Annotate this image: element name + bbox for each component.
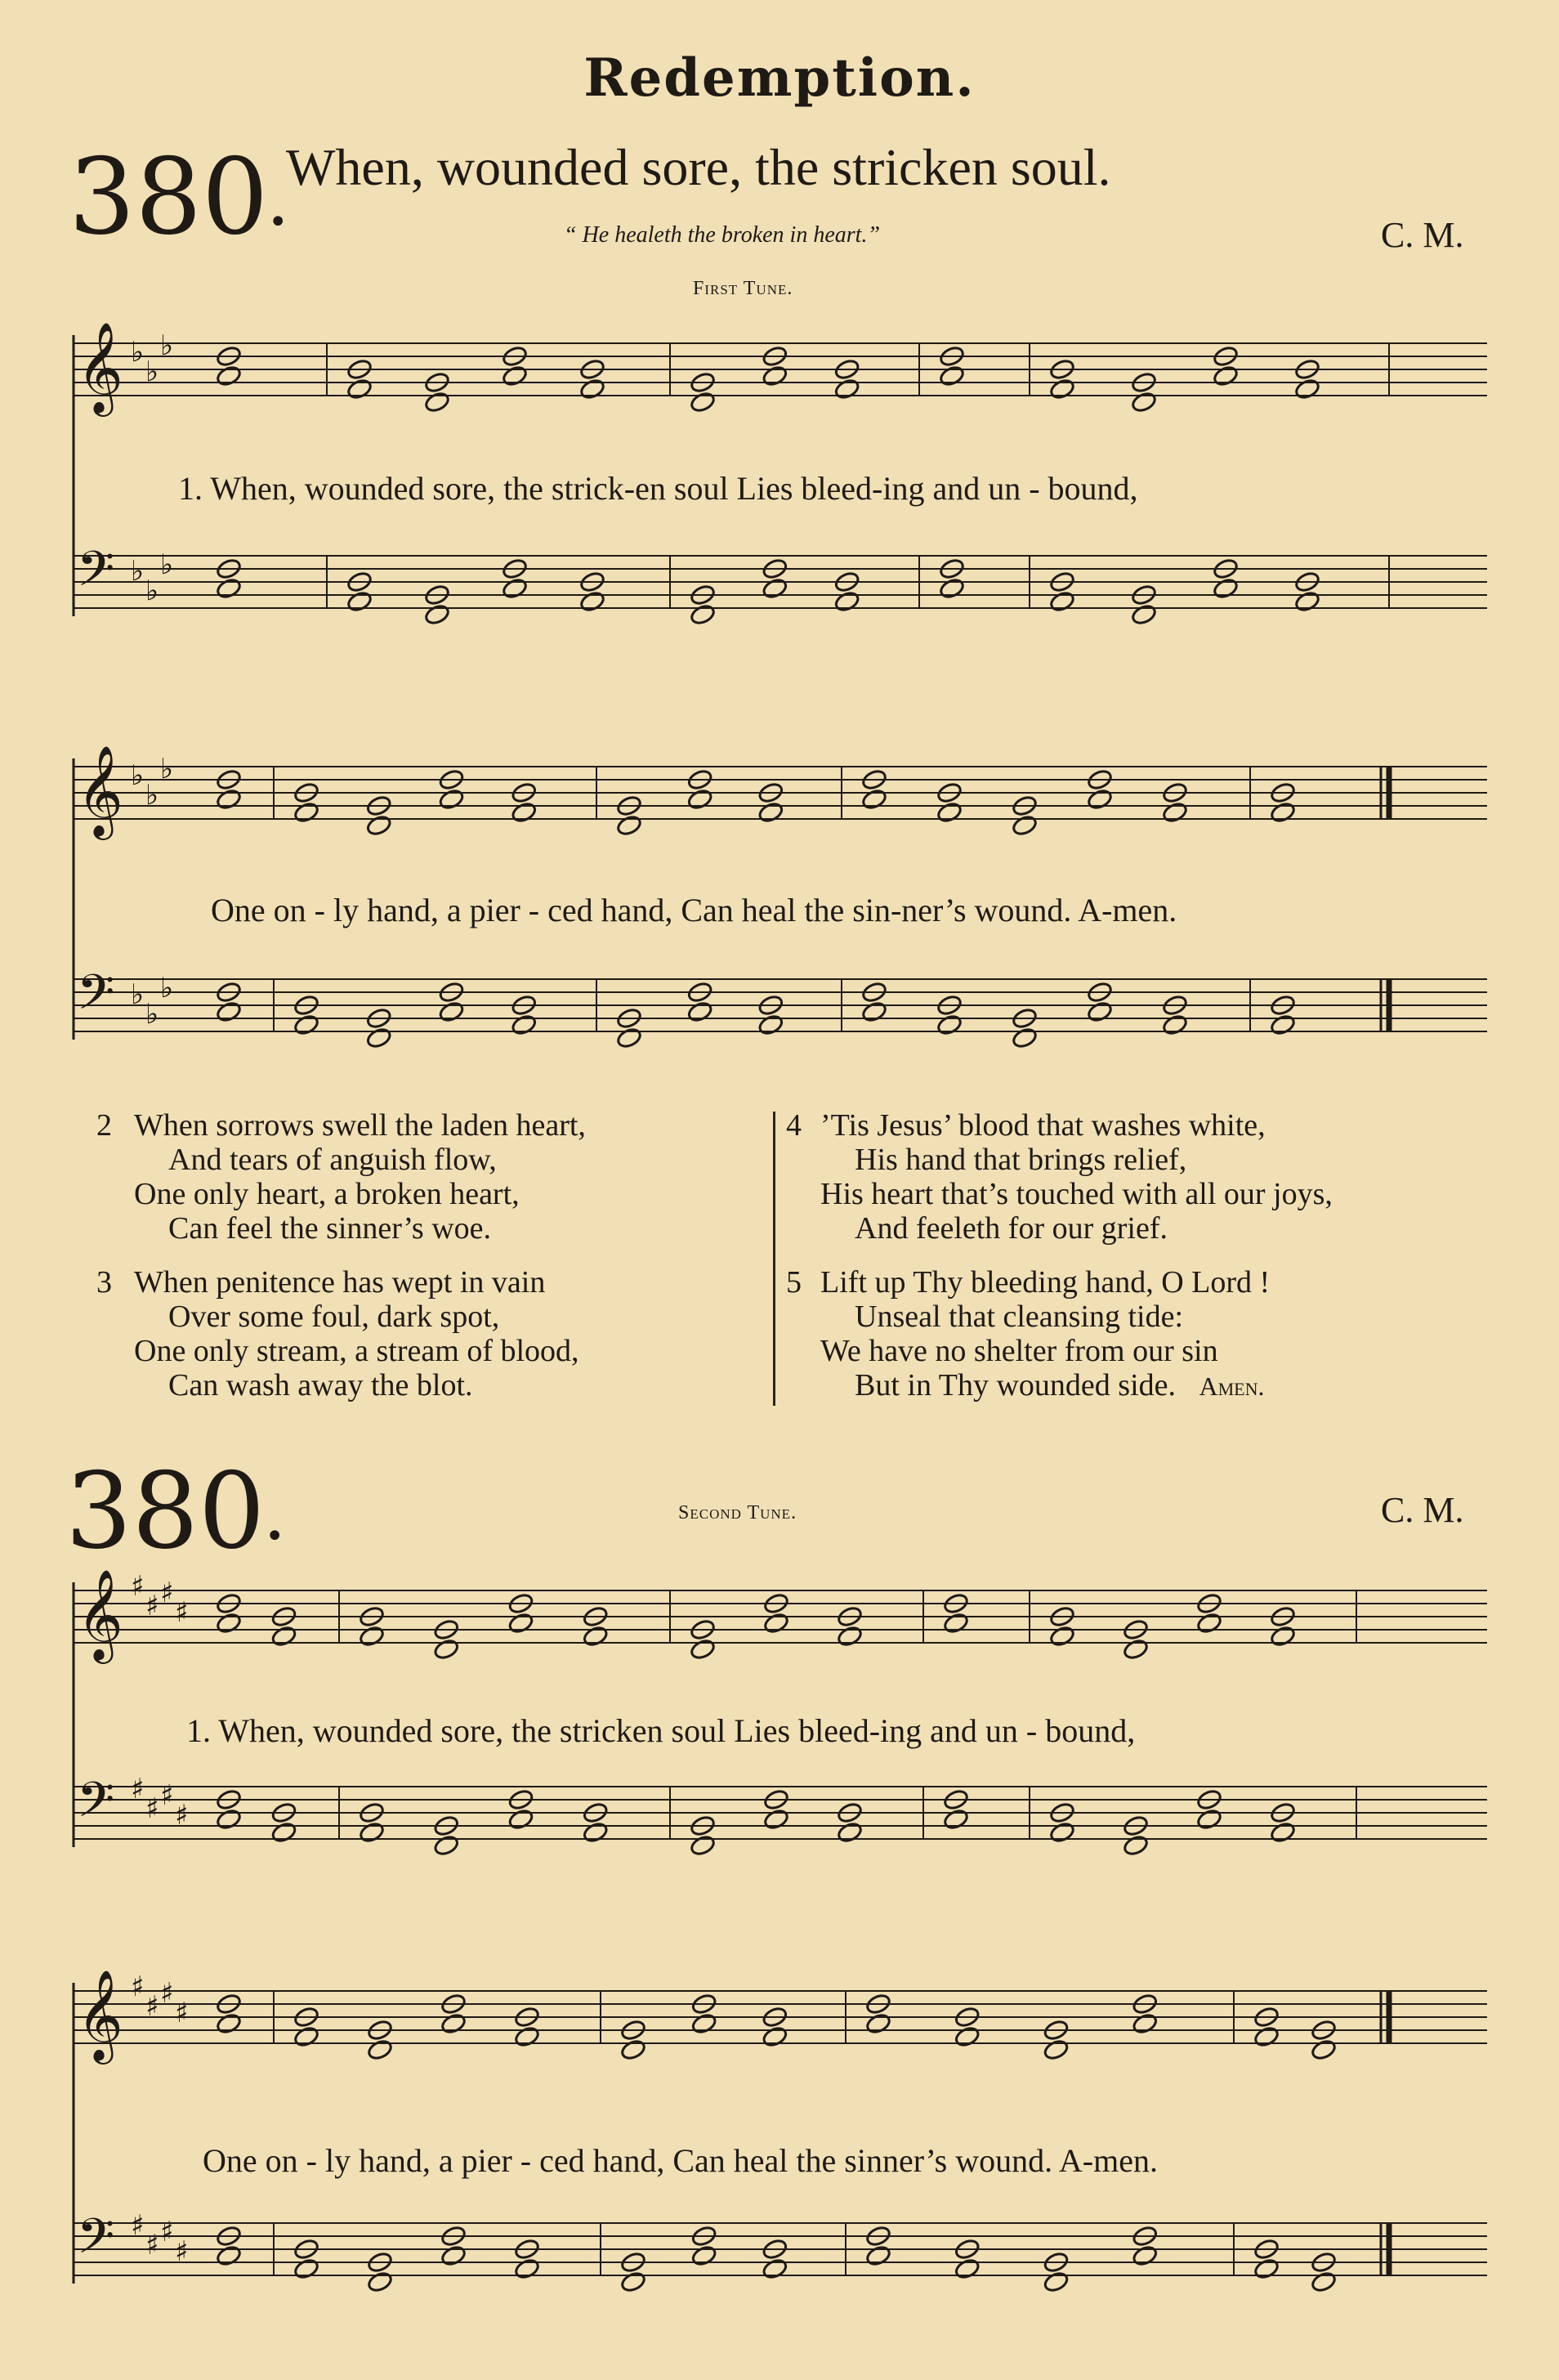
note-head [216,365,243,387]
note-head [954,2257,981,2280]
note-head [1253,2257,1280,2280]
note-head [511,801,538,824]
flat-icon: ♭ [160,972,174,1004]
column-divider [773,1112,775,1406]
note-head [365,814,392,837]
verse-line: And feeleth for our grief. [855,1211,1168,1246]
note-head [507,1612,534,1635]
sharp-icon: ♯ [175,1596,189,1629]
verse-line: Over some foul, dark spot, [168,1300,500,1334]
note-head [757,801,784,824]
note-head [690,603,717,626]
sharp-icon: ♯ [131,1773,145,1805]
note-head [367,2038,394,2061]
note-head [686,1000,713,1023]
note-head [514,2025,541,2048]
note-head [440,2244,467,2267]
note-head [1270,801,1297,824]
second-tune-meter: C. M. [1381,1490,1464,1530]
note-head [616,814,643,837]
note-head [293,2257,320,2280]
meter: C. M. [1381,215,1464,255]
note-head [762,2025,788,2048]
note-head [1043,2038,1070,2061]
note-head [936,801,963,824]
verse-number: 3 [96,1265,112,1300]
note-head [216,1612,243,1635]
note-head [1294,590,1321,613]
note-head [943,1808,970,1831]
flat-icon: ♭ [131,336,145,369]
note-head [1049,1625,1076,1648]
note-head [954,2025,981,2048]
note-head [943,1612,970,1635]
note-head [1213,365,1240,387]
note-head [1049,378,1076,400]
note-head [1270,1625,1297,1648]
treble-clef-icon: 𝄞 [77,1969,123,2060]
note-head [837,1821,864,1844]
note-head [763,1808,790,1831]
note-head [1196,1808,1223,1831]
note-head [514,2257,541,2280]
note-head [582,1625,609,1648]
flat-icon: ♭ [131,978,145,1011]
verse-4 [786,1108,1333,1246]
sharp-icon: ♯ [145,1590,159,1622]
amen-label: Amen. [1199,1371,1265,1401]
note-head [762,2257,788,2280]
verse-number: 2 [96,1108,112,1143]
note-head [757,1013,784,1036]
verse-3 [96,1265,579,1402]
note-head [1213,577,1240,600]
note-head [507,1808,534,1831]
note-head [1123,1834,1150,1857]
second-tune-number: 380• [65,1451,284,1572]
sharp-icon: ♯ [131,1570,145,1603]
note-head [346,378,373,400]
note-head [690,2244,717,2267]
flat-icon: ♭ [131,759,145,792]
flat-icon: ♭ [160,548,174,581]
treble-clef-icon: 𝄞 [77,321,123,413]
note-head [1049,1821,1076,1844]
sharp-icon: ♯ [145,1990,159,2023]
note-head [762,365,788,387]
verse-line: Lift up Thy bleeding hand, O Lord ! [820,1265,1271,1300]
note-head [620,2270,647,2293]
note-head [502,577,529,600]
note-head [1311,2270,1338,2293]
first-tune-lyrics-1: 1. When, wounded sore, the strick-en soul Lies bleed-ing and un - bound, [178,470,1138,507]
note-head [1270,1013,1297,1036]
note-head [1196,1612,1223,1635]
flat-icon: ♭ [160,329,174,362]
note-head [216,2012,243,2035]
first-tune-lyrics-2: One on - ly hand, a pier - ced hand, Can heal the sin-ner’s wound. A-men. [211,892,1177,928]
sharp-icon: ♯ [175,1997,189,2029]
note-head [762,577,788,600]
note-head [865,2244,892,2267]
note-head [1131,603,1158,626]
note-head [365,1027,392,1049]
sharp-icon: ♯ [175,1799,189,1832]
verse-line: Can wash away the blot. [168,1368,473,1402]
verse-number: 5 [786,1265,802,1300]
note-head [1270,1821,1297,1844]
note-head [438,788,465,811]
treble-clef-icon: 𝄞 [77,745,123,836]
note-head [293,801,320,824]
verse-line: ’Tis Jesus’ blood that washes white, [820,1108,1266,1143]
note-head [1123,1638,1150,1661]
note-head [1012,814,1039,837]
note-head [1294,378,1321,400]
sharp-icon: ♯ [145,2229,159,2261]
flat-icon: ♭ [145,779,159,812]
note-head [837,1625,864,1648]
note-head [579,590,606,613]
note-head [502,365,529,387]
note-head [1162,1013,1189,1036]
sharp-icon: ♯ [160,1779,174,1812]
note-head [1253,2025,1280,2048]
bass-clef-icon: 𝄢 [77,964,115,1032]
note-head [438,1000,465,1023]
note-head [620,2038,647,2061]
verse-line: But in Thy wounded side. Amen. [855,1368,1265,1402]
note-head [270,1821,297,1844]
note-head [440,2012,467,2035]
second-tune-lyrics-1: 1. When, wounded sore, the stricken soul Lies bleed-ing and un - bound, [186,1712,1136,1749]
note-head [690,1638,717,1661]
hymn-number: 380• [69,136,288,258]
second-tune-label: Second Tune. [678,1502,797,1523]
note-head [686,788,713,811]
note-head [511,1013,538,1036]
verse-line: And tears of anguish flow, [168,1143,497,1177]
flat-icon: ♭ [131,555,145,588]
flat-icon: ♭ [145,356,159,388]
page-title: Redemption. [583,47,976,109]
note-head [616,1027,643,1049]
sharp-icon: ♯ [160,2216,174,2248]
note-head [936,1013,963,1036]
verse-line: One only stream, a stream of blood, [134,1334,579,1368]
verse-line: His hand that brings relief, [855,1143,1187,1177]
note-head [359,1821,386,1844]
note-head [1087,788,1114,811]
bass-clef-icon: 𝄢 [77,540,115,609]
verse-line: One only heart, a broken heart, [134,1177,520,1211]
note-head [861,1000,888,1023]
sharp-icon: ♯ [131,2209,145,2242]
note-head [939,365,966,387]
note-head [216,2244,243,2267]
sharp-icon: ♯ [160,1977,174,2010]
note-head [939,577,966,600]
note-head [763,1612,790,1635]
verse-line: We have no shelter from our sin [820,1334,1218,1368]
verse-line: When penitence has wept in vain [134,1265,546,1300]
note-head [293,1013,320,1036]
note-head [1132,2244,1159,2267]
second-tune-system-2 [65,1962,1495,2313]
note-head [1049,590,1076,613]
note-head [1132,2012,1159,2035]
note-head [1311,2038,1338,2061]
verse-line: His heart that’s touched with all our joys, [820,1177,1333,1211]
sharp-icon: ♯ [131,1971,145,2003]
treble-clef-icon: 𝄞 [77,1568,123,1660]
hymn-first-line: When, wounded sore, the stricken soul. [286,138,1111,196]
note-head [367,2270,394,2293]
sharp-icon: ♯ [145,1792,159,1825]
second-tune-lyrics-2: One on - ly hand, a pier - ced hand, Can heal the sinner’s wound. A-men. [203,2142,1158,2179]
note-head [216,1808,243,1831]
sharp-icon: ♯ [160,1577,174,1609]
note-head [216,788,243,811]
sharp-icon: ♯ [175,2235,189,2268]
flat-icon: ♭ [145,998,159,1031]
verse-5 [786,1265,1270,1403]
verse-2 [96,1108,586,1246]
epigraph: “ He healeth the broken in heart.” [564,222,881,248]
note-head [833,378,860,400]
note-head [861,788,888,811]
verse-number: 4 [786,1108,802,1143]
note-head [582,1821,609,1844]
note-head [690,1834,717,1857]
note-head [216,1000,243,1023]
note-head [346,590,373,613]
note-head [1043,2270,1070,2293]
note-head [424,391,451,414]
note-head [690,391,717,414]
verse-line: Unseal that cleansing tide: [855,1300,1184,1334]
note-head [424,603,451,626]
note-head [833,590,860,613]
note-head [359,1625,386,1648]
note-head [270,1625,297,1648]
note-head [579,378,606,400]
note-head [216,577,243,600]
note-head [1012,1027,1039,1049]
first-tune-label: First Tune. [693,278,793,299]
note-head [1131,391,1158,414]
note-head [1087,1000,1114,1023]
verse-line: When sorrows swell the laden heart, [134,1108,586,1143]
note-head [690,2012,717,2035]
bass-clef-icon: 𝄢 [77,1771,115,1840]
note-head [433,1834,460,1857]
note-head [433,1638,460,1661]
bass-clef-icon: 𝄢 [77,2208,115,2276]
flat-icon: ♭ [160,753,174,785]
note-head [1162,801,1189,824]
flat-icon: ♭ [145,575,159,607]
note-head [293,2025,320,2048]
note-head [865,2012,892,2035]
verse-line: Can feel the sinner’s woe. [168,1211,492,1246]
